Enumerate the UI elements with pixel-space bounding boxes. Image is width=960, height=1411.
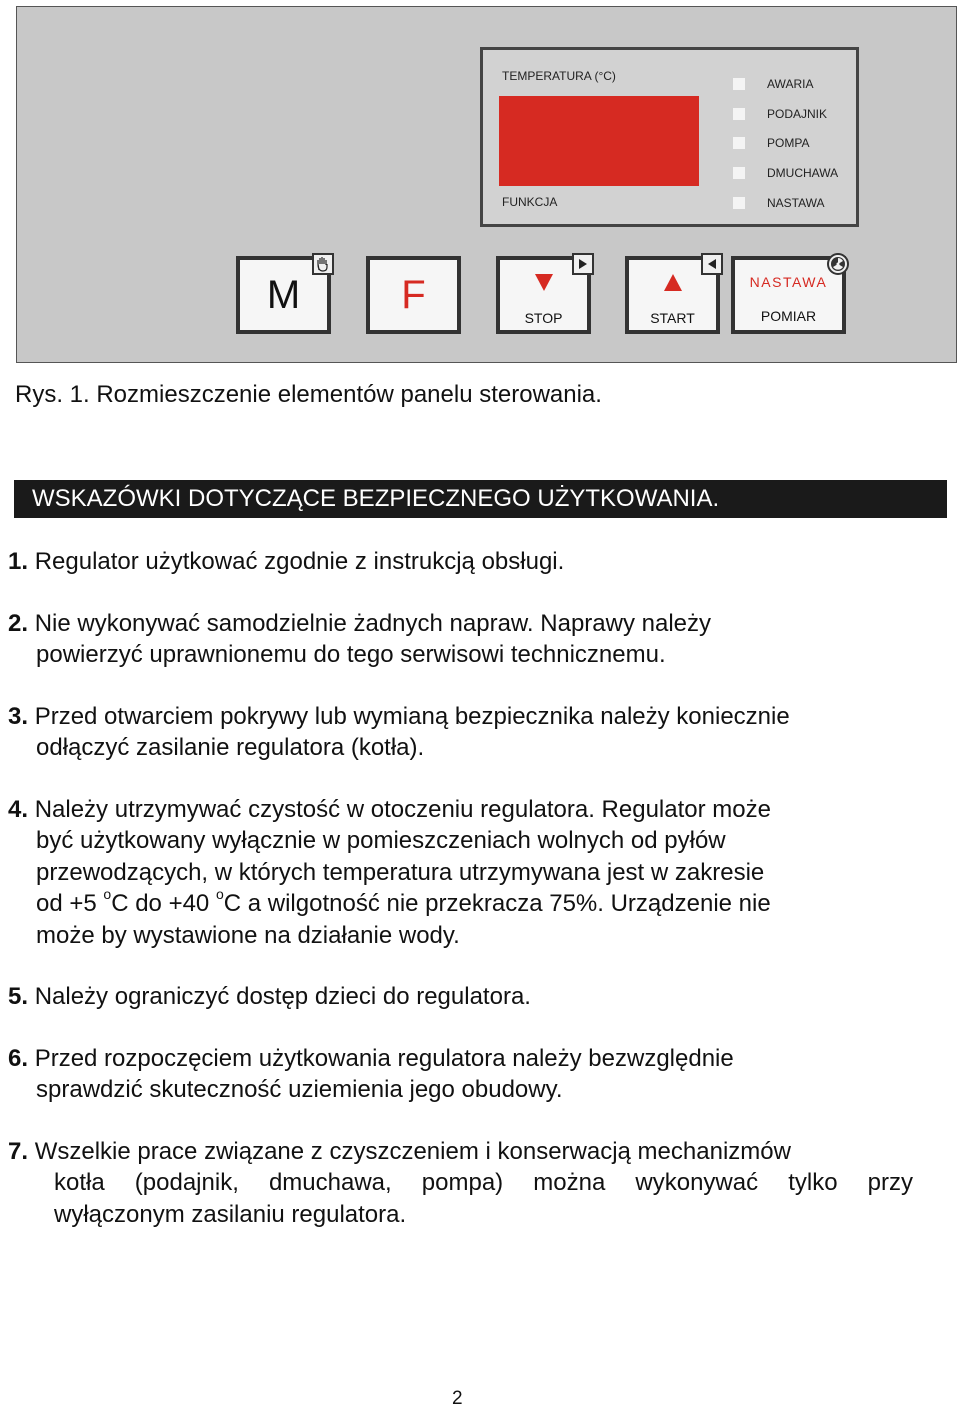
display-unit	[480, 47, 859, 227]
rule-text: sprawdzić skuteczność uziemienia jego obudowy.	[36, 1076, 563, 1103]
temp-range-start: od +5	[36, 890, 104, 917]
arrow-up-left-icon	[701, 253, 723, 275]
rule-number: 6.	[8, 1044, 29, 1072]
rule-number: 4.	[8, 795, 29, 823]
indicator-label: NASTAWA	[767, 196, 825, 210]
page-number: 2	[452, 1388, 463, 1409]
led-indicator	[733, 197, 745, 209]
function-label: FUNKCJA	[502, 195, 558, 209]
rule-item	[8, 981, 913, 1013]
arrow-down-right-icon	[572, 253, 594, 275]
rule-item	[8, 546, 913, 578]
rule-text: Przed otwarciem pokrywy lub wymianą bezpiecznika należy koniecznie	[34, 702, 790, 730]
rule-item	[8, 1043, 913, 1106]
rule-text: Wszelkie prace związane z czyszczeniem i konserwacją mechanizmów	[34, 1137, 791, 1165]
nastawa-pomiar-button[interactable]	[731, 256, 846, 334]
fan-icon	[827, 253, 849, 275]
indicator-pompa	[733, 135, 809, 151]
rule-number: 1.	[8, 548, 29, 575]
rule-number: 7.	[8, 1137, 29, 1165]
rule-item	[8, 608, 913, 671]
temperature-label: TEMPERATURA (°C)	[502, 69, 616, 83]
led-indicator	[733, 108, 745, 120]
m-button[interactable]	[236, 256, 331, 334]
indicator-label: DMUCHAWA	[767, 166, 839, 180]
figure-caption: Rys. 1. Rozmieszczenie elementów panelu sterowania.	[15, 381, 602, 408]
rule-text: Przed rozpoczęciem użytkowania regulatora należy bezwzględnie	[34, 1044, 734, 1072]
stop-button[interactable]	[496, 256, 591, 334]
start-button[interactable]	[625, 256, 720, 334]
nastawa-label: NASTAWA	[749, 274, 828, 290]
rule-text: powierzyć uprawnionemu do tego serwisowi technicznemu.	[36, 641, 666, 668]
f-button[interactable]	[366, 256, 461, 334]
led-indicator	[733, 167, 745, 179]
rule-text	[8, 888, 913, 920]
indicator-label: AWARIA	[767, 77, 814, 91]
degree-mark: o	[103, 886, 112, 902]
m-button-label: M	[266, 273, 301, 317]
rule-number: 3.	[8, 702, 29, 730]
rule-number: 5.	[8, 983, 29, 1010]
led-indicator	[733, 78, 745, 90]
down-arrow-icon	[535, 274, 553, 291]
rule-text: Nie wykonywać samodzielnie żadnych napraw. Naprawy należy	[34, 609, 712, 637]
degree-mark: o	[215, 886, 224, 902]
indicator-dmuchawa	[733, 165, 838, 181]
rule-text: wyłączonym zasilaniu regulatora.	[54, 1200, 407, 1228]
indicator-awaria	[733, 76, 813, 92]
temp-range-mid: C do +40	[111, 890, 216, 917]
temp-range-end: C a wilgotność nie przekracza 75%. Urządzenie nie	[223, 890, 771, 917]
rule-item	[8, 701, 913, 764]
indicator-nastawa	[733, 195, 825, 211]
rule-text: Należy utrzymywać czystość w otoczeniu regulatora. Regulator może	[34, 795, 771, 823]
temperature-display	[499, 96, 699, 186]
hand-icon	[312, 253, 334, 275]
indicator-label: PODAJNIK	[767, 107, 828, 121]
indicator-podajnik	[733, 106, 827, 122]
stop-button-label: STOP	[524, 310, 563, 326]
control-panel-figure	[16, 6, 957, 363]
rule-text: przewodzących, w których temperatura utrzymywana jest w zakresie	[36, 858, 765, 886]
indicator-label: POMPA	[767, 136, 810, 150]
safety-section-header: WSKAZÓWKI DOTYCZĄCE BEZPIECZNEGO UŻYTKOWANIA.	[14, 480, 947, 518]
rule-text: Należy ograniczyć dostęp dzieci do regulatora.	[34, 983, 531, 1010]
safety-rules-list	[8, 546, 913, 1260]
rule-item	[8, 1136, 913, 1231]
led-indicator	[733, 137, 745, 149]
rule-number: 2.	[8, 609, 29, 637]
rule-item	[8, 794, 913, 952]
rule-text: może by wystawione na działanie wody.	[36, 921, 460, 949]
start-button-label: START	[650, 310, 695, 326]
rule-text: być użytkowany wyłącznie w pomieszczeniach wolnych od pyłów	[36, 827, 726, 854]
f-button-label: F	[401, 273, 426, 317]
rule-text: Regulator użytkować zgodnie z instrukcją obsługi.	[34, 548, 565, 575]
up-arrow-icon	[664, 274, 682, 291]
pomiar-label: POMIAR	[760, 308, 817, 324]
rule-text: kotła (podajnik, dmuchawa, pompa) można wykonywać tylko przy	[54, 1169, 913, 1196]
rule-text: odłączyć zasilanie regulatora (kotła).	[36, 734, 425, 761]
